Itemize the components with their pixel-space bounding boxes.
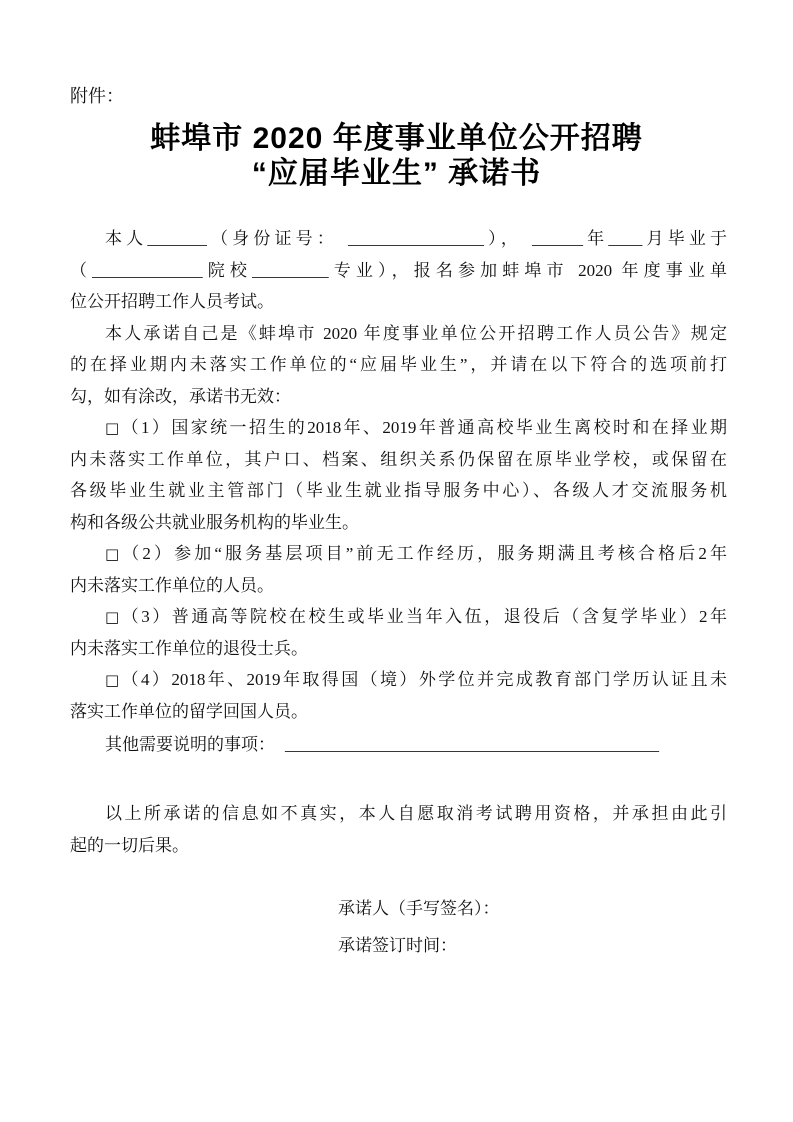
- pledge-line-3: 勾，如有涂改，承诺书无效：: [70, 387, 291, 406]
- checkbox-icon[interactable]: □: [105, 671, 120, 689]
- intro-line-1: [70, 223, 727, 254]
- name-blank-field[interactable]: _______: [147, 229, 207, 248]
- option-item-3-line-2: 内未落实工作单位的退役士兵。: [70, 639, 308, 658]
- intro-text: ），: [484, 229, 523, 248]
- pledge-line-1: 本人承诺自己是《蚌埠市 2020 年度事业单位公开招聘工作人员公告》规定: [105, 324, 727, 343]
- intro-text: 年: [583, 229, 609, 248]
- title-line-1: 蚌埠市 2020 年度事业单位公开招聘: [150, 122, 643, 155]
- option-item-2: [70, 538, 727, 570]
- option-item-text: （1）国家统一招生的2018年、2019年普通高校毕业生离校时和在择业期: [119, 418, 727, 437]
- option-item-1: [70, 412, 727, 444]
- option-item-text: （2）参加“服务基层项目”前无工作经历，服务期满且考核合格后2年: [119, 544, 727, 563]
- year-blank-field[interactable]: ______: [532, 229, 584, 248]
- major-blank-field[interactable]: _________: [252, 261, 329, 280]
- closing-line-1: 以上所承诺的信息如不真实，本人自愿取消考试聘用资格，并承担由此引: [105, 804, 727, 823]
- option-item-1-line-2: 内未落实工作单位，其户口、档案、组织关系仍保留在原毕业学校，或保留在: [70, 450, 727, 469]
- intro-text: 本人: [105, 229, 148, 248]
- checkbox-icon[interactable]: □: [105, 608, 120, 626]
- pledge-line-2: 的在择业期内未落实工作单位的“应届毕业生”，并请在以下符合的选项前打: [70, 355, 727, 374]
- title-line-2: “应届毕业生” 承诺书: [251, 157, 542, 190]
- intro-text: 院校: [202, 261, 253, 280]
- option-item-4: [70, 664, 727, 696]
- intro-text: （身份证号：: [206, 229, 339, 248]
- school-blank-field[interactable]: _____________: [92, 261, 203, 280]
- option-item-2-line-2: 内未落实工作单位的人员。: [70, 576, 274, 595]
- intro-line-3: 位公开招聘工作人员考试。: [70, 292, 274, 311]
- sign-date-label: 承诺签订时间：: [338, 936, 457, 955]
- id-number-blank-field[interactable]: ________________: [348, 229, 485, 248]
- attachment-label: 附件：: [70, 86, 124, 106]
- option-item-1-line-4: 构和各级公共就业服务机构的毕业生。: [70, 513, 359, 532]
- checkbox-icon[interactable]: □: [105, 419, 120, 437]
- other-note-line: [70, 729, 727, 760]
- signer-label: 承诺人（手写签名）：: [338, 899, 500, 918]
- month-blank-field[interactable]: ____: [608, 229, 643, 248]
- option-item-4-line-2: 落实工作单位的留学回国人员。: [70, 702, 308, 721]
- option-item-text: （4）2018年、2019年取得国（境）外学位并完成教育部门学历认证且未: [119, 670, 727, 689]
- checkbox-icon[interactable]: □: [105, 545, 120, 563]
- other-note-label: 其他需要说明的事项：: [105, 735, 275, 754]
- option-item-1-line-3: 各级毕业生就业主管部门（毕业生就业指导服务中心）、各级人才交流服务机: [70, 481, 727, 500]
- option-item-3: [70, 601, 727, 633]
- intro-text: 专业），报名参加蚌埠市 2020 年度事业单: [328, 261, 728, 280]
- other-note-blank-field[interactable]: ____________________________________________: [285, 735, 659, 754]
- intro-line-2: [70, 255, 727, 286]
- intro-text: （: [70, 261, 93, 280]
- intro-text: 月毕业于: [642, 229, 728, 248]
- option-item-text: （3）普通高等院校在校生或毕业当年入伍，退役后（含复学毕业）2年: [119, 607, 727, 626]
- closing-line-2: 起的一切后果。: [70, 836, 189, 855]
